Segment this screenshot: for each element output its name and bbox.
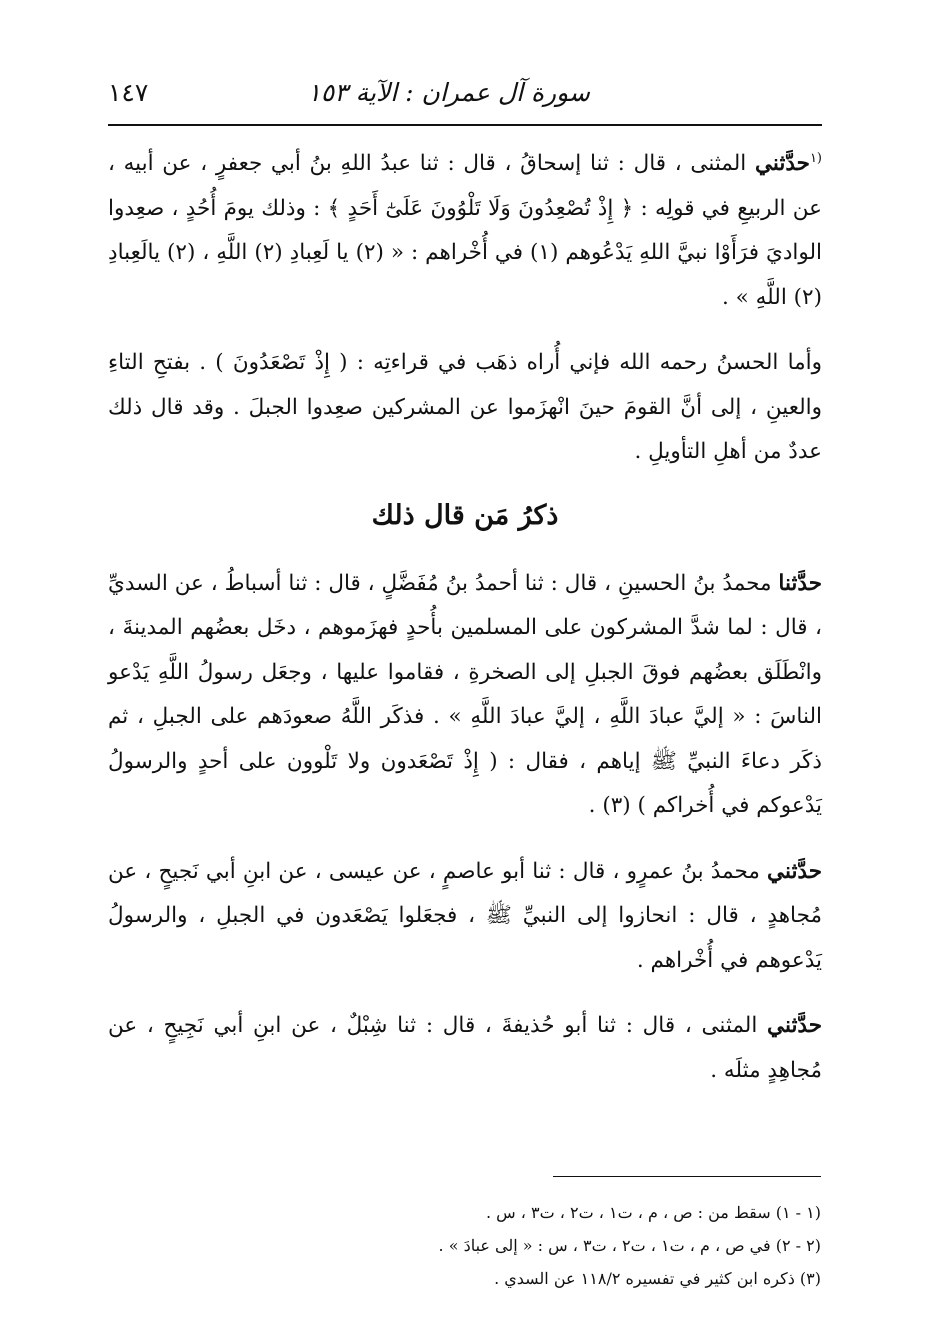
paragraph-text: المثنى ، قال : ثنا إسحاقُ ، قال : ثنا عبدُ اللهِ بنُ أبي جعفرٍ ، عن أبيه ، عن الربيعِ في قولِه : ﴿ إِذْ تُصْعِدُونَ وَلَا تَلْوُونَ عَلَىٰٓ أَحَدٍ ﴾ : وذلك يومَ أُحُدٍ ، صعِدوا الواديَ فرَأَوْا نبيَّ اللهِ يَدْعُوهم <box>108 151 823 265</box>
paragraph <box>108 562 822 829</box>
paragraph-text: محمدُ بنُ الحسينِ ، قال : ثنا أحمدُ بنُ مُفَضَّلٍ ، قال : ثنا أسباطُ ، عن السديِّ ، قال : لما شدَّ المشركون على المسلمين بأُحدٍ فهزَموهم ، دخَل بعضُهم المدينةَ ، وانْطَلَق بعضُهم فوقَ الجبلِ إلى الصخرةِ ، فقاموا عليها ، وجعَل رسولُ اللَّهِ يَدْعو الناسَ : « إليَّ عبادَ اللَّهِ ، إليَّ عبادَ اللَّهِ » . فذكَر اللَّهُ صعودَهم على الجبلِ ، ثم ذكَر دعاءَ النبيِّ ﷺ إياهم ، فقال : ( إِذْ تَصْعَدون ولا تَلْوون على أحدٍ والرسولُ يَدْعوكم في أُخراكم ) <box>108 570 822 818</box>
narration-lead: حدَّثني <box>767 858 822 884</box>
surah-title: سورة آل عمران : الآية ١٥٣ <box>307 78 590 107</box>
footnote: (٣) ذكره ابن كثير في تفسيره ١١٨/٢ عن السدي . <box>494 1269 821 1288</box>
paragraph-text: المثنى ، قال : ثنا أبو حُذيفةَ ، قال : ثنا شِبْلٌ ، عن ابنِ أبي نَجِيحٍ ، عن مُجاهِدٍ مثلَه . <box>108 1013 822 1083</box>
narration-lead: حدَّثني <box>767 1013 822 1038</box>
paragraph-tail: (١) في أُخْراهم : « (٢) يا لَعِبادِ (٢) اللَّهِ ، (٢) يالَعِبادِ (٢) اللَّهِ » . <box>108 240 822 310</box>
footnote-rule <box>553 1176 821 1177</box>
main-text <box>108 142 822 1114</box>
paragraph-text: وأما الحسنُ رحمه الله فإني أُراه ذهَب في قراءتِه : ( إِذْ تَصْعَدُونَ ) . بفتحِ التاءِ والعينِ ، إلى أنَّ القومَ حينَ انْهزَموا عن المشركين صعِدوا الجبلَ . وقد قال ذلك عددٌ من أهلِ التأويلِ . <box>108 350 822 464</box>
footnote: (١ - ١) سقط من : ص ، م ، ت١ ، ت٢ ، ت٣ ، س . <box>485 1203 821 1222</box>
paragraph <box>108 1004 822 1093</box>
section-heading: ذكرُ مَن قال ذلك <box>371 499 559 531</box>
paragraph-text: محمدُ بنُ عمرٍو ، قال : ثنا أبو عاصمٍ ، عن عيسى ، عن ابنِ أبي نَجيحٍ ، عن مُجاهدٍ ، قال : انحازوا إلى النبيِّ ﷺ ، فجعَلوا يَصْعَدون في الجبلِ ، والرسولُ يَدْعوهم في أُخْراهم . <box>108 858 822 973</box>
footnote: (٢ - ٢) في ص ، م ، ت١ ، ت٢ ، ت٣ ، س : « إلى عبادَ » . <box>438 1236 821 1255</box>
page-number: ١٤٧ <box>108 78 149 107</box>
narration-lead: حدَّثني <box>754 151 810 176</box>
narration-lead: حدَّثنا <box>778 570 822 596</box>
paragraph <box>108 850 822 984</box>
paragraph-tail: (٣) . <box>588 793 631 818</box>
footnotes <box>221 1196 821 1295</box>
header-rule <box>108 124 822 126</box>
paragraph <box>108 341 822 475</box>
running-head <box>108 78 822 120</box>
paragraph <box>108 142 822 320</box>
footnote-marker: (١ <box>809 150 822 166</box>
